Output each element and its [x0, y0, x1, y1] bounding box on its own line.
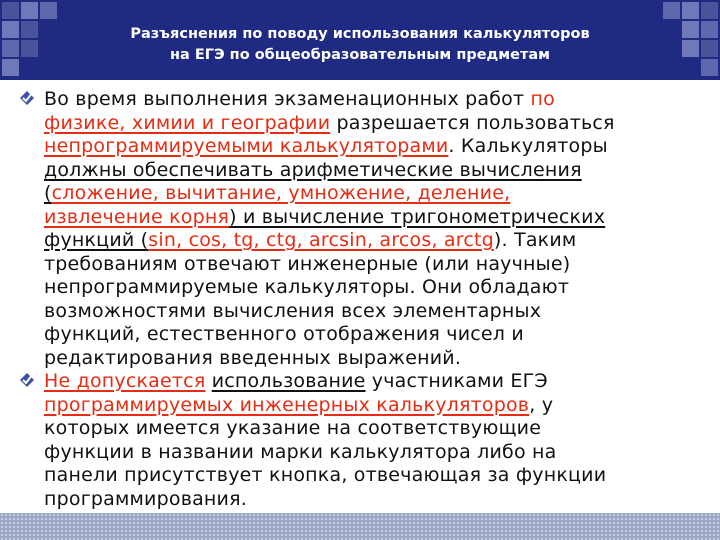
decor-square [2, 2, 19, 19]
text-line: редактирования введенных выражений. [44, 346, 462, 369]
text-line: извлечение корня) и вычисление тригонометрических [44, 205, 606, 228]
slide-title [70, 24, 650, 66]
decor-square [2, 40, 19, 57]
text-line: программируемых инженерных калькуляторов, у [44, 393, 554, 416]
decor-square [701, 40, 718, 57]
decor-square [21, 2, 38, 19]
text-line: возможностями вычисления всех элементарных [44, 299, 542, 322]
decor-square [701, 2, 718, 19]
decor-square [40, 2, 57, 19]
text-line: которых имеется указание на соответствующие [44, 417, 542, 439]
text-line: функций, естественного отображения чисел и [44, 323, 524, 345]
text-line: программирования. [44, 487, 247, 510]
text-line: непрограммируемые калькуляторы. Они обладают [44, 276, 570, 298]
decor-square [2, 21, 19, 38]
text-line: (сложение, вычитание, умножение, деление, [44, 182, 511, 204]
text-line: функций (sin, cos, tg, ctg, arcsin, arcos, arctg). Таким [44, 229, 577, 251]
checkmark-diamond-icon [19, 372, 35, 388]
text-line: функции в названии марки калькулятора либо на [44, 440, 557, 463]
decor-square [682, 21, 699, 38]
footer-pattern-band [0, 513, 720, 540]
text-line: панели присутствует кнопка, отвечающая за функции [44, 464, 607, 486]
decor-square [663, 2, 680, 19]
decor-square [682, 2, 699, 19]
slide-body [22, 88, 702, 511]
bullet-paragraph-1 [22, 88, 702, 370]
slide-title-line2: на ЕГЭ по общеобразовательным предметам [170, 47, 550, 63]
text-line: требованиям отвечают инженерные (или научные) [44, 252, 571, 275]
decor-square [21, 40, 38, 57]
decor-square [2, 59, 19, 76]
header-band [0, 0, 720, 80]
decor-square [682, 40, 699, 57]
decor-square [701, 21, 718, 38]
bullet-paragraph-2 [22, 370, 702, 511]
decor-square [21, 21, 38, 38]
text-line: Во время выполнения экзаменационных работ по [44, 88, 555, 110]
text-line: Не допускается использование участниками ЕГЭ [44, 370, 548, 392]
checkmark-diamond-icon [19, 90, 35, 106]
slide-title-line1: Разъяснения по поводу использования калькуляторов [130, 26, 590, 42]
text-line: непрограммируемыми калькуляторами. Калькуляторы [44, 135, 608, 157]
text-line: физике, химии и географии разрешается пользоваться [44, 111, 615, 134]
text-line: должны обеспечивать арифметические вычисления [44, 158, 582, 181]
decor-square [701, 59, 718, 76]
